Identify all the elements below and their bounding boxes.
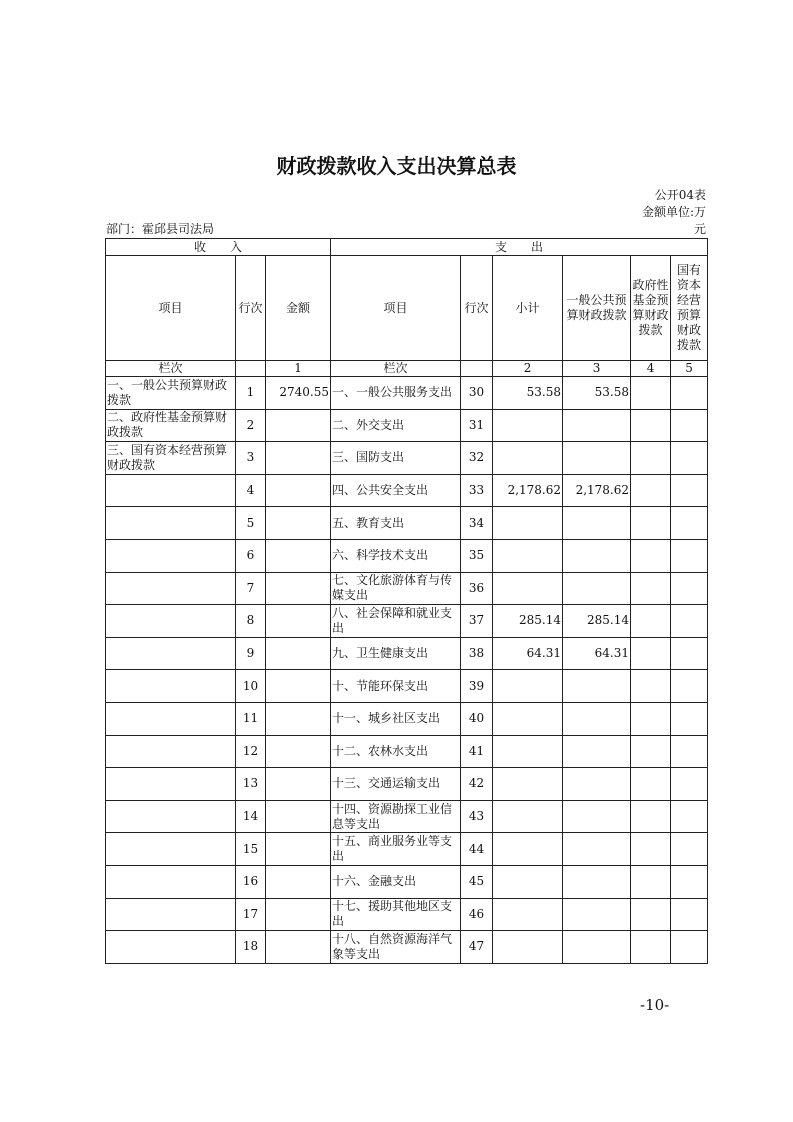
subtotal-cell (493, 931, 563, 964)
expense-row-no-cell: 40 (461, 702, 493, 735)
general-budget-cell (563, 702, 631, 735)
income-item-cell: 二、政府性基金预算财政拨款 (106, 409, 236, 442)
state-capital-cell (671, 637, 708, 670)
state-capital-header: 国有资本经营预算财政拨款 (671, 256, 708, 361)
income-item-cell (106, 865, 236, 898)
table-row (106, 833, 708, 866)
income-amount-cell (266, 507, 331, 540)
state-capital-cell (671, 833, 708, 866)
subtotal-cell (493, 572, 563, 605)
subtotal-cell: 64.31 (493, 637, 563, 670)
income-amount-cell (266, 442, 331, 475)
empty-cell (236, 361, 266, 377)
expense-row-no-cell: 32 (461, 442, 493, 475)
expense-rowno-header: 行次 (461, 256, 493, 361)
state-capital-cell (671, 377, 708, 410)
table-row (106, 572, 708, 605)
general-budget-cell: 53.58 (563, 377, 631, 410)
expense-row-no-cell: 41 (461, 735, 493, 768)
income-row-no-cell: 5 (236, 507, 266, 540)
gov-fund-cell (631, 670, 671, 703)
general-budget-cell (563, 572, 631, 605)
state-capital-cell (671, 865, 708, 898)
general-budget-cell (563, 800, 631, 833)
expense-row-no-cell: 43 (461, 800, 493, 833)
unit-label: 金额单位:万 (641, 205, 706, 219)
general-budget-cell (563, 442, 631, 475)
table-row (106, 409, 708, 442)
expense-item-cell: 五、教育支出 (331, 507, 461, 540)
gov-fund-cell (631, 800, 671, 833)
subtotal-cell (493, 768, 563, 801)
income-row-no-cell: 11 (236, 702, 266, 735)
table-row (106, 605, 708, 638)
empty-cell (461, 361, 493, 377)
col-3: 3 (563, 361, 631, 377)
income-row-no-cell: 10 (236, 670, 266, 703)
income-row-no-cell: 12 (236, 735, 266, 768)
expense-row-no-cell: 42 (461, 768, 493, 801)
expense-item-cell: 十六、金融支出 (331, 865, 461, 898)
expense-row-no-cell: 33 (461, 474, 493, 507)
income-amount-cell (266, 735, 331, 768)
expense-item-cell: 六、科学技术支出 (331, 539, 461, 572)
expense-item-header: 项目 (331, 256, 461, 361)
expense-item-cell: 十四、资源勘探工业信息等支出 (331, 800, 461, 833)
gov-fund-cell (631, 833, 671, 866)
expense-item-cell: 二、外交支出 (331, 409, 461, 442)
expense-item-cell: 一、一般公共服务支出 (331, 377, 461, 410)
income-amount-cell (266, 833, 331, 866)
gov-fund-cell (631, 605, 671, 638)
expense-row-no-cell: 46 (461, 898, 493, 931)
general-budget-cell (563, 865, 631, 898)
income-row-no-cell: 8 (236, 605, 266, 638)
expense-row-no-cell: 36 (461, 572, 493, 605)
general-budget-cell (563, 735, 631, 768)
income-amount-cell (266, 409, 331, 442)
income-row-no-cell: 14 (236, 800, 266, 833)
general-budget-cell (563, 931, 631, 964)
income-item-cell (106, 572, 236, 605)
subtotal-cell (493, 735, 563, 768)
income-row-no-cell: 9 (236, 637, 266, 670)
table-row (106, 637, 708, 670)
income-item-cell (106, 898, 236, 931)
income-amount-cell (266, 539, 331, 572)
state-capital-cell (671, 931, 708, 964)
income-item-cell (106, 702, 236, 735)
table-row (106, 768, 708, 801)
income-row-no-cell: 13 (236, 768, 266, 801)
gov-fund-cell (631, 507, 671, 540)
income-item-cell (106, 474, 236, 507)
expense-row-no-cell: 45 (461, 865, 493, 898)
income-amount-cell (266, 898, 331, 931)
expense-item-cell: 十五、商业服务业等支出 (331, 833, 461, 866)
income-amount-cell (266, 572, 331, 605)
general-header: 一般公共预算财政拨款 (563, 256, 631, 361)
table-row (106, 670, 708, 703)
expense-item-cell: 十二、农林水支出 (331, 735, 461, 768)
expense-item-cell: 四、公共安全支出 (331, 474, 461, 507)
income-item-cell (106, 605, 236, 638)
income-item-cell (106, 735, 236, 768)
state-capital-cell (671, 800, 708, 833)
expense-item-cell: 十八、自然资源海洋气象等支出 (331, 931, 461, 964)
income-amount-cell (266, 865, 331, 898)
income-amount-cell: 2740.55 (266, 377, 331, 410)
expense-item-cell: 九、卫生健康支出 (331, 637, 461, 670)
gov-fund-cell (631, 539, 671, 572)
income-row-no-cell: 4 (236, 474, 266, 507)
general-budget-cell: 2,178.62 (563, 474, 631, 507)
income-item-header: 项目 (106, 256, 236, 361)
page-title: 财政拨款收入支出决算总表 (276, 154, 517, 178)
income-amount-cell (266, 800, 331, 833)
subtotal-cell: 285.14 (493, 605, 563, 638)
col-1: 1 (266, 361, 331, 377)
income-amount-cell (266, 605, 331, 638)
income-amount-cell (266, 474, 331, 507)
general-budget-cell (563, 833, 631, 866)
gov-fund-cell (631, 409, 671, 442)
budget-table (105, 238, 708, 964)
income-item-cell (106, 800, 236, 833)
gov-fund-cell (631, 898, 671, 931)
general-budget-cell (563, 507, 631, 540)
general-budget-cell (563, 409, 631, 442)
expense-row-no-cell: 30 (461, 377, 493, 410)
table-row (106, 800, 708, 833)
gov-fund-cell (631, 931, 671, 964)
state-capital-cell (671, 605, 708, 638)
state-capital-cell (671, 768, 708, 801)
col-4: 4 (631, 361, 671, 377)
expense-row-no-cell: 37 (461, 605, 493, 638)
expense-item-cell: 八、社会保障和就业支出 (331, 605, 461, 638)
general-budget-cell: 285.14 (563, 605, 631, 638)
income-item-cell (106, 931, 236, 964)
gov-fund-cell (631, 474, 671, 507)
income-item-cell (106, 833, 236, 866)
income-item-cell (106, 768, 236, 801)
income-row-no-cell: 16 (236, 865, 266, 898)
col-label: 栏次 (331, 361, 461, 377)
state-capital-cell (671, 702, 708, 735)
subtotal-cell (493, 898, 563, 931)
form-code: 公开04表 (654, 188, 706, 202)
subtotal-cell (493, 670, 563, 703)
income-row-no-cell: 6 (236, 539, 266, 572)
gov-fund-cell (631, 702, 671, 735)
state-capital-cell (671, 474, 708, 507)
table-row (106, 442, 708, 475)
expense-row-no-cell: 44 (461, 833, 493, 866)
general-budget-cell (563, 768, 631, 801)
col-2: 2 (493, 361, 563, 377)
income-rowno-header: 行次 (236, 256, 266, 361)
col-label: 栏次 (106, 361, 236, 377)
table-row (106, 931, 708, 964)
income-amount-cell (266, 637, 331, 670)
income-row-no-cell: 7 (236, 572, 266, 605)
unit-suffix: 元 (693, 222, 706, 236)
gov-fund-cell (631, 865, 671, 898)
page-number: -10- (640, 996, 670, 1014)
expense-item-cell: 十七、援助其他地区支出 (331, 898, 461, 931)
state-capital-cell (671, 507, 708, 540)
subtotal-cell (493, 507, 563, 540)
gov-fund-header: 政府性基金预算财政拨款 (631, 256, 671, 361)
department: 部门：霍邱县司法局 (106, 222, 215, 236)
subtotal-cell (493, 800, 563, 833)
income-item-cell (106, 637, 236, 670)
expense-item-cell: 十、节能环保支出 (331, 670, 461, 703)
expense-row-no-cell: 38 (461, 637, 493, 670)
table-row (106, 865, 708, 898)
income-item-cell (106, 539, 236, 572)
gov-fund-cell (631, 442, 671, 475)
expense-row-no-cell: 31 (461, 409, 493, 442)
income-amount-cell (266, 931, 331, 964)
expense-item-cell: 七、文化旅游体育与传媒支出 (331, 572, 461, 605)
income-amount-cell (266, 768, 331, 801)
expense-row-no-cell: 35 (461, 539, 493, 572)
income-header: 收 入 (106, 239, 331, 256)
state-capital-cell (671, 409, 708, 442)
table-row (106, 539, 708, 572)
income-item-cell (106, 507, 236, 540)
income-amount-cell (266, 702, 331, 735)
amount-header: 金额 (266, 256, 331, 361)
general-budget-cell (563, 670, 631, 703)
state-capital-cell (671, 539, 708, 572)
subtotal-cell (493, 539, 563, 572)
state-capital-cell (671, 670, 708, 703)
subtotal-cell (493, 833, 563, 866)
state-capital-cell (671, 898, 708, 931)
table-row (106, 507, 708, 540)
subtotal-cell: 2,178.62 (493, 474, 563, 507)
income-row-no-cell: 18 (236, 931, 266, 964)
subtotal-cell (493, 409, 563, 442)
income-item-cell (106, 670, 236, 703)
income-item-cell: 一、一般公共预算财政拨款 (106, 377, 236, 410)
general-budget-cell (563, 539, 631, 572)
gov-fund-cell (631, 768, 671, 801)
income-amount-cell (266, 670, 331, 703)
income-row-no-cell: 1 (236, 377, 266, 410)
income-row-no-cell: 2 (236, 409, 266, 442)
subtotal-cell (493, 442, 563, 475)
table-row (106, 735, 708, 768)
subtotal-cell: 53.58 (493, 377, 563, 410)
income-row-no-cell: 17 (236, 898, 266, 931)
income-item-cell: 三、国有资本经营预算财政拨款 (106, 442, 236, 475)
income-row-no-cell: 15 (236, 833, 266, 866)
state-capital-cell (671, 572, 708, 605)
general-budget-cell (563, 898, 631, 931)
expense-row-no-cell: 39 (461, 670, 493, 703)
subtotal-cell (493, 865, 563, 898)
expense-header: 支 出 (331, 239, 708, 256)
col-5: 5 (671, 361, 708, 377)
state-capital-cell (671, 735, 708, 768)
gov-fund-cell (631, 377, 671, 410)
table-row (106, 377, 708, 410)
expense-item-cell: 三、国防支出 (331, 442, 461, 475)
gov-fund-cell (631, 572, 671, 605)
table-row (106, 898, 708, 931)
table-row (106, 474, 708, 507)
general-budget-cell: 64.31 (563, 637, 631, 670)
income-row-no-cell: 3 (236, 442, 266, 475)
expense-item-cell: 十一、城乡社区支出 (331, 702, 461, 735)
table-row (106, 702, 708, 735)
state-capital-cell (671, 442, 708, 475)
subtotal-cell (493, 702, 563, 735)
gov-fund-cell (631, 637, 671, 670)
expense-item-cell: 十三、交通运输支出 (331, 768, 461, 801)
expense-row-no-cell: 34 (461, 507, 493, 540)
gov-fund-cell (631, 735, 671, 768)
subtotal-header: 小计 (493, 256, 563, 361)
expense-row-no-cell: 47 (461, 931, 493, 964)
